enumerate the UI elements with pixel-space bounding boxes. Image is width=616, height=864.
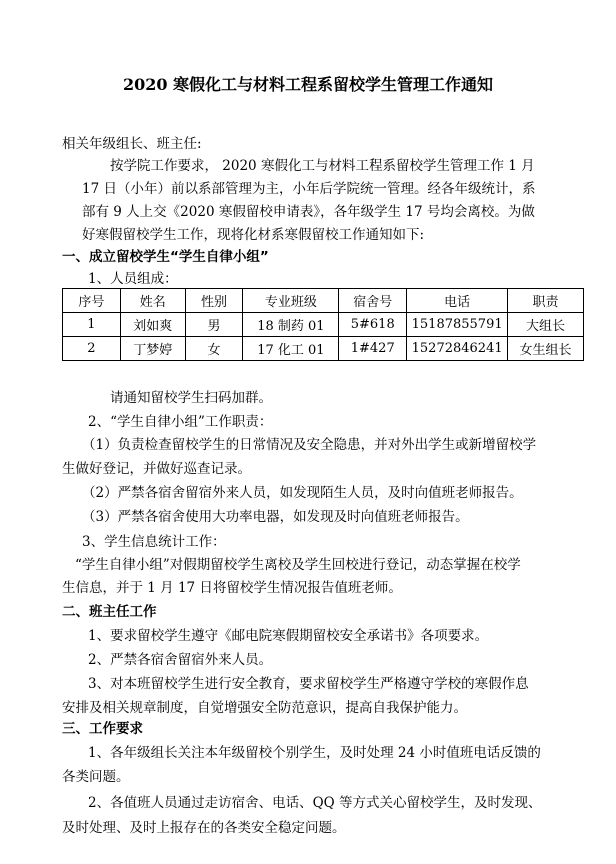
table-header-cell: 电话 xyxy=(407,289,508,313)
members-table xyxy=(62,288,584,361)
table-cell: 15272846241 xyxy=(407,337,508,361)
table-cell: 2 xyxy=(63,337,121,361)
section2-item: 1、要求留校学生遵守《邮电院寒假期留校安全承诺书》各项要求。 xyxy=(88,628,489,644)
duty-line: 生做好登记，并做好巡查记录。 xyxy=(62,461,251,477)
table-row xyxy=(63,337,584,361)
section3-item: 1、各年级组长关注本年级留校个别学生，及时处理 24 小时值班电话反馈的 xyxy=(88,745,541,761)
table-cell: 1#427 xyxy=(339,337,407,361)
section2-item: 安排及相关规章制度，自觉增强安全防范意识，提高自我保护能力。 xyxy=(62,700,467,716)
table-header-cell: 姓名 xyxy=(120,289,185,313)
table-cell: 女生组长 xyxy=(508,337,584,361)
intro-line: 按学院工作要求， 2020 寒假化工与材料工程系留校学生管理工作 1 月 xyxy=(110,158,535,174)
table-cell: 男 xyxy=(185,313,243,337)
table-cell: 18 制药 01 xyxy=(243,313,339,337)
table-cell: 刘如爽 xyxy=(120,313,185,337)
table-header-cell: 序号 xyxy=(63,289,121,313)
section3-item: 及时处理、及时上报存在的各类安全稳定问题。 xyxy=(62,820,346,836)
stats-line: “学生自律小组”对假期留校学生离校及学生回校进行登记，动态掌握在校学 xyxy=(75,557,521,573)
scan-note: 请通知留校学生扫码加群。 xyxy=(110,390,272,406)
table-cell: 丁梦婷 xyxy=(120,337,185,361)
section3-heading: 三、工作要求 xyxy=(62,721,143,737)
document-title: 2020 寒假化工与材料工程系留校学生管理工作通知 xyxy=(122,75,494,94)
section3-item: 2、各值班人员通过走访宿舍、电话、QQ 等方式关心留校学生，及时发现、 xyxy=(88,795,542,811)
table-cell: 17 化工 01 xyxy=(243,337,339,361)
table-cell: 5#618 xyxy=(339,313,407,337)
table-header-cell: 性别 xyxy=(185,289,243,313)
section3-item: 各类问题。 xyxy=(62,769,130,785)
section2-item: 2、严禁各宿舍留宿外来人员。 xyxy=(88,652,273,668)
table-cell: 女 xyxy=(185,337,243,361)
intro-line: 17 日（小年）前以系部管理为主，小年后学院统一管理。经各年级统计，系 xyxy=(82,181,536,197)
table-row xyxy=(63,313,584,337)
section1-sub2: 2、“学生自律小组”工作职责： xyxy=(88,414,273,430)
section1-heading: 一、成立留校学生“学生自律小组” xyxy=(62,249,269,265)
table-cell: 15187855791 xyxy=(407,313,508,337)
table-cell: 大组长 xyxy=(508,313,584,337)
stats-line: 生信息，并于 1 月 17 日将留校学生情况报告值班老师。 xyxy=(62,580,402,596)
section1-sub1: 1、人员组成： xyxy=(88,271,178,287)
duty-line: （2）严禁各宿舍留宿外来人员，如发现陌生人员，及时向值班老师报告。 xyxy=(82,485,523,501)
greeting: 相关年级组长、班主任: xyxy=(62,136,202,152)
section1-sub3: 3、学生信息统计工作： xyxy=(82,534,226,550)
table-cell: 1 xyxy=(63,313,121,337)
intro-line: 好寒假留校学生工作，现将化材系寒假留校工作通知如下: xyxy=(82,227,425,243)
table-header-cell: 宿舍号 xyxy=(339,289,407,313)
table-header-cell: 专业班级 xyxy=(243,289,339,313)
table-header-row xyxy=(63,289,584,313)
intro-line: 部有 9 人上交《2020 寒假留校申请表》，各年级学生 17 号均会离校。为做 xyxy=(82,204,535,220)
duty-line: （1）负责检查留校学生的日常情况及安全隐患，并对外出学生或新增留校学 xyxy=(82,437,537,453)
section2-item: 3、对本班留校学生进行安全教育，要求留校学生严格遵守学校的寒假作息 xyxy=(88,676,529,692)
duty-line: （3）严禁各宿舍使用大功率电器，如发现及时向值班老师报告。 xyxy=(82,509,469,525)
section2-heading: 二、班主任工作 xyxy=(62,604,157,620)
table-header-cell: 职责 xyxy=(508,289,584,313)
